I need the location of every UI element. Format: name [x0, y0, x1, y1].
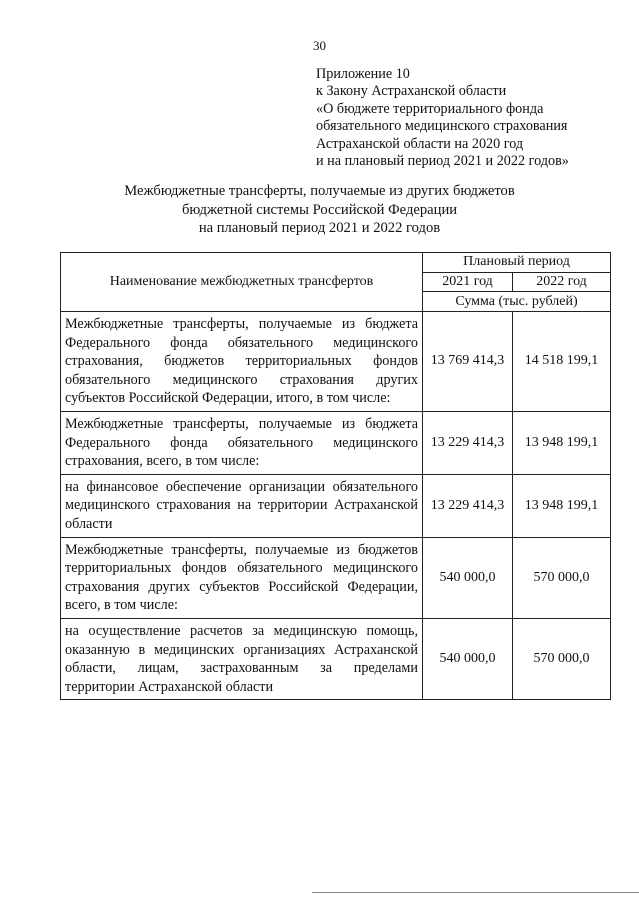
document-title: [0, 182, 639, 238]
row-value-2021: 13 229 414,3: [423, 411, 513, 474]
table-row: [61, 411, 611, 474]
row-name: Межбюджетные трансферты, получаемые из бюджетов территориальных фондов обязательного медицинского страхования других субъектов Российской Федерации, всего, в том числе:: [61, 537, 423, 618]
row-name: Межбюджетные трансферты, получаемые из бюджета Федерального фонда обязательного медицинского страхования, бюджетов территориальных фондов обязательного медицинского страхования других субъектов Российской Федерации, итого, в том числе:: [61, 312, 423, 412]
row-value-2021: 13 229 414,3: [423, 474, 513, 537]
bottom-edge-line: [312, 892, 639, 893]
annex-line: Астраханской области на 2020 год: [316, 135, 524, 152]
row-value-2022: 570 000,0: [513, 537, 611, 618]
title-line: бюджетной системы Российской Федерации: [181, 201, 458, 218]
row-value-2021: 540 000,0: [423, 537, 513, 618]
row-value-2022: 13 948 199,1: [513, 411, 611, 474]
row-name: Межбюджетные трансферты, получаемые из бюджета Федерального фонда обязательного медицинского страхования, всего, в том числе:: [61, 411, 423, 474]
table-row: [61, 618, 611, 699]
annex-line: и на плановый период 2021 и 2022 годов»: [316, 153, 569, 170]
annex-line: к Закону Астраханской области: [316, 83, 507, 100]
row-value-2022: 13 948 199,1: [513, 474, 611, 537]
row-value-2022: 570 000,0: [513, 618, 611, 699]
row-name: на осуществление расчетов за медицинскую помощь, оказанную в медицинских организациях Астраханской области, лицам, застрахованным за пределами территории Астраханской области: [61, 618, 423, 699]
header-year-2021: 2021 год: [423, 272, 513, 292]
annex-line: обязательного медицинского страхования: [316, 118, 568, 135]
transfers-table: [60, 252, 611, 700]
table-row: [61, 537, 611, 618]
table-header-row: [61, 253, 611, 273]
row-name: на финансовое обеспечение организации обязательного медицинского страхования на территории Астраханской области: [61, 474, 423, 537]
annex-block: [316, 66, 569, 170]
title-line: на плановый период 2021 и 2022 годов: [198, 220, 441, 236]
header-unit: Сумма (тыс. рублей): [423, 292, 611, 312]
header-period: Плановый период: [423, 253, 611, 273]
row-value-2022: 14 518 199,1: [513, 312, 611, 412]
annex-line: «О бюджете территориального фонда: [316, 100, 544, 117]
table-row: [61, 474, 611, 537]
annex-line: Приложение 10: [316, 66, 410, 82]
row-value-2021: 540 000,0: [423, 618, 513, 699]
title-line: Межбюджетные трансферты, получаемые из других бюджетов: [124, 183, 515, 199]
table-row: [61, 312, 611, 412]
header-name: Наименование межбюджетных трансфертов: [61, 253, 423, 312]
page-number: 30: [313, 38, 326, 53]
row-value-2021: 13 769 414,3: [423, 312, 513, 412]
header-year-2022: 2022 год: [513, 272, 611, 292]
